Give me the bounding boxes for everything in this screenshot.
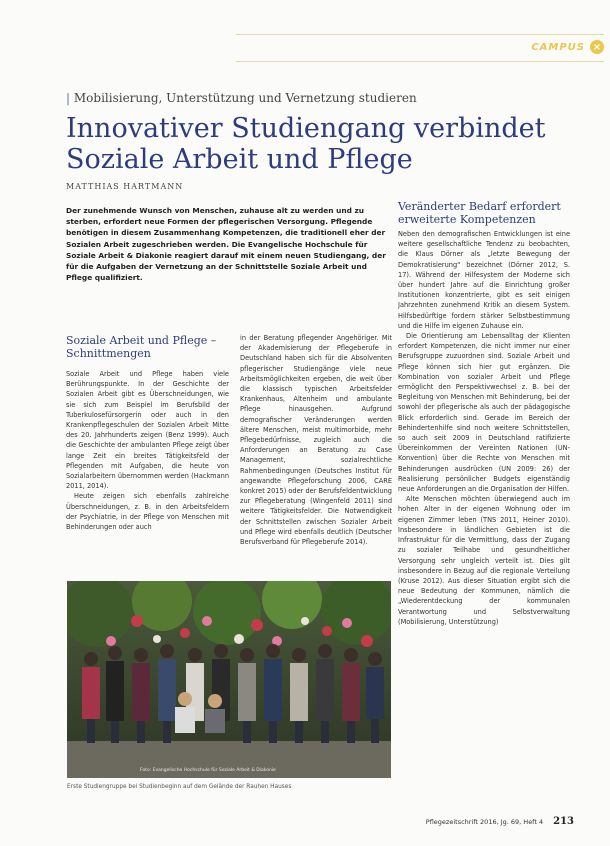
group-photo-illustration <box>67 581 391 778</box>
section-tag <box>531 34 604 60</box>
photo-caption: Erste Studiengruppe bei Studienbeginn auf dem Gelände der Rauhen Hauses <box>67 784 292 790</box>
section-heading-schnittmengen: Soziale Arbeit und Pflege – Schnittmengen <box>66 334 217 360</box>
body-column-middle <box>240 333 392 579</box>
close-circle-icon: × <box>590 40 604 54</box>
article-lead: Der zunehmende Wunsch von Menschen, zuhause alt zu werden und zu sterben, erfordert neue Formen der pflegerischen Versorgung. Pflegende benötigen in diesem Zusammenhang Kompetenzen, die traditionell eher der Sozialen Arbeit zugeschrieben werden. Die Evangelische Hochschule für Soziale Arbeit & Diakonie reagiert darauf mit einem neuen Studiengang, der für die Aufgaben der Vernetzung an der Schnittstelle Soziale Arbeit und Pflege qualifiziert. <box>66 206 386 283</box>
body-column-right <box>398 229 570 757</box>
paragraph: Alte Menschen möchten überwiegend auch im hohen Alter in der eigenen Wohnung oder im eigenen Zimmer leben (TNS 2011, Heiner 2010). Insbesondere in ländlichen Gebieten ist die Infrastruktur für die Vermittlung, dass der Zugang zu sozialer Teilhabe und gesundheitlicher Versorgung sehr ungleich verteilt ist. Dies gilt insbesondere in Bezug auf die regionale Verteilung (Kruse 2012). Aus dieser Situation ergibt sich die neue Bedeutung der Kommunen, nämlich die „Wiederentdeckung der kommunalen Verantwortung und Selbstverwaltung (Mobilisierung, Unterstützung) <box>398 495 570 626</box>
article-kicker <box>66 91 417 105</box>
kicker-text: Mobilisierung, Unterstützung und Vernetzung studieren <box>73 91 417 105</box>
section-heading-kompetenzen: Veränderter Bedarf erfordert erweiterte Kompetenzen <box>398 200 561 226</box>
article-title: Innovativer Studiengang verbindet Soziale Arbeit und Pflege <box>66 113 546 175</box>
page-footer <box>426 816 574 827</box>
page-number: 213 <box>553 816 574 827</box>
paragraph: Soziale Arbeit und Pflege haben viele Berührungspunkte. In der Geschichte der Sozialen Arbeit gibt es Überschneidungen, wie sie sich zum Beispiel im Berufsbild der Tuberkulosefürsorgerin oder auch in den Krankenpflegeschulen der Sozialen Arbeit Mitte des 20. Jahrhunderts zeigen (Benz 1999). Auch die Geschichte der ambulanten Pflege zeigt über lange Zeit ein breites Tätigkeitsfeld der Pflegenden mit Aufgaben, die heute von Sozialarbeitern übernommen werden (Hackmann 2011, 2014). <box>66 370 229 491</box>
photo-credit: Foto: Evangelische Hochschule für Soziale Arbeit & Diakonie <box>140 768 276 773</box>
paragraph: Heute zeigen sich ebenfalls zahlreiche Überschneidungen, z. B. in den Arbeitsfeldern der Psychiatrie, in der Pflege von Menschen mit Behinderungen oder auch <box>66 492 229 532</box>
journal-reference: Pflegezeitschrift 2016, Jg. 69, Heft 4 <box>425 818 544 826</box>
section-tag-label: CAMPUS <box>531 41 585 53</box>
article-author: MATTHIAS HARTMANN <box>66 182 184 191</box>
group-photo <box>67 581 391 778</box>
kicker-mark: | <box>66 91 71 105</box>
paragraph: Neben den demografischen Entwicklungen ist eine weitere gesellschaftliche Tendenz zu beobachten, die Klaus Dörner als „letzte Bewegung der Demokratisierung“ bezeichnet (Dörner 2012, S. 17). Während der Hilfesystem der Moderne sich über hundert Jahre auf die Einrichtung großer Institutionen konzentrierte, gibt es seit einigen Jahrzehnten zunehmend Kritik an diesem System. Hilfsbedürftige fordern stärker Selbstbestimmung und die Hilfe im eigenen Zuhause ein. <box>398 230 570 330</box>
body-column-left <box>66 369 229 579</box>
paragraph: Die Orientierung am Lebensalltag der Klienten erfordert Kompetenzen, die nicht immer nur einer Berufsgruppe zuzuordnen sind. Soziale Arbeit und Pflege können sich hier gut ergänzen. Die Kombination von sozialer Arbeit und Pflege ermöglicht den Perspektivwechsel z. B. bei der Begleitung von Menschen mit Behinderung, bei der sowohl der pflegerische als auch der pädagogische Blick erforderlich sind. Gerade im Bereich der Behindertenhilfe sind noch weitere Schnittstellen, so auch seit 2009 in Deutschland ratifizierte Übereinkommen der Vereinten Nationen (UN-Konvention) über die Rechte von Menschen mit Behinderungen ausdrücken (UN 2009: 26) der Realisierung persönlicher Budgets eigenständig neue Anforderungen an die Organisation der Hilfen. <box>398 332 570 494</box>
paragraph: in der Beratung pflegender Angehöriger. Mit der Akademisierung der Pflegeberufe in Deutschland haben sich für die Absolventen pflegerischer Studiengänge viele neue Arbeitsmöglichkeiten ergeben, die weit über die klassisch typischen Arbeitsfelder Krankenhaus, Altenheim und ambulante Pflege hinausgehen. Aufgrund demografischer Veränderungen werden ältere Menschen, meist multimorbide, mehr Pflegebedürfnisse, zugleich auch die Anforderungen an Beratung zu Case Management, sozialrechtliche Rahmenbedingungen (Deutsches Institut für angewandte Pflegeforschung 2006, CARE konkret 2015) oder der Berufsfeldentwicklung zur Pflegeberatung (Wingenfeld 2011) sind weitere Tätigkeitsfelder. Die Notwendigkeit der Schnittstellen zwischen Sozialer Arbeit und Pflege wird ebenfalls deutlich (Deutscher Berufsverband für Pflegeberufe 2014). <box>240 334 392 547</box>
